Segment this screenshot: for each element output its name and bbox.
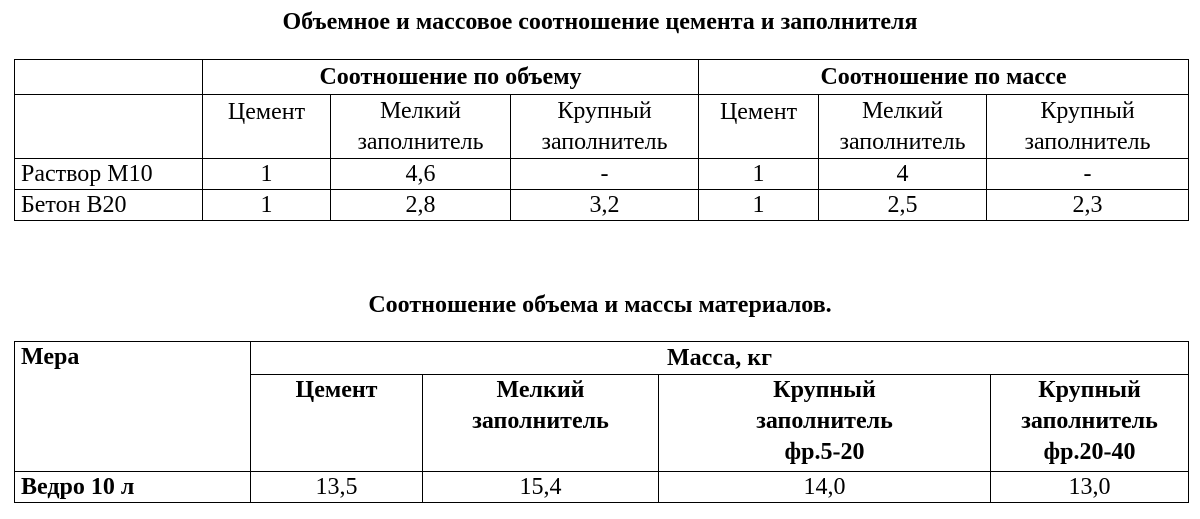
coarse-20-40-header: Крупный заполнитель фр.20-40 <box>991 375 1189 472</box>
table-header-row <box>15 342 1189 375</box>
cell: 15,4 <box>423 472 659 503</box>
cell: 4 <box>819 159 987 190</box>
empty-cell <box>15 95 203 159</box>
table-row <box>15 472 1189 503</box>
cell: 2,5 <box>819 190 987 221</box>
cell: 14,0 <box>659 472 991 503</box>
coarse-5-20-header: Крупный заполнитель фр.5-20 <box>659 375 991 472</box>
measure-header: Мера <box>15 342 251 472</box>
row-name: Ведро 10 л <box>15 472 251 503</box>
table1-title: Объемное и массовое соотношение цемента и заполнителя <box>282 9 918 35</box>
volume-fine-header: Мелкий заполнитель <box>331 95 511 159</box>
table-row <box>15 159 1189 190</box>
mass-fine-header: Мелкий заполнитель <box>819 95 987 159</box>
cell: 1 <box>699 190 819 221</box>
row-name: Раствор М10 <box>15 159 203 190</box>
cell: 3,2 <box>511 190 699 221</box>
cell: - <box>511 159 699 190</box>
ratio-table <box>14 59 1189 221</box>
volume-coarse-header: Крупный заполнитель <box>511 95 699 159</box>
cell: 13,0 <box>991 472 1189 503</box>
cement-header: Цемент <box>251 375 423 472</box>
volume-ratio-header: Соотношение по объему <box>203 60 699 95</box>
mass-table <box>14 341 1189 503</box>
cell: - <box>987 159 1189 190</box>
cell: 13,5 <box>251 472 423 503</box>
mass-header: Масса, кг <box>251 342 1189 375</box>
cell: 1 <box>203 190 331 221</box>
mass-ratio-header: Соотношение по массе <box>699 60 1189 95</box>
cell: 4,6 <box>331 159 511 190</box>
table-header-row <box>15 60 1189 95</box>
mass-coarse-header: Крупный заполнитель <box>987 95 1189 159</box>
cell: 2,3 <box>987 190 1189 221</box>
row-name: Бетон В20 <box>15 190 203 221</box>
table-subheader-row <box>15 95 1189 159</box>
corner-cell <box>15 60 203 95</box>
cell: 1 <box>203 159 331 190</box>
fine-header: Мелкий заполнитель <box>423 375 659 472</box>
table-row <box>15 190 1189 221</box>
mass-cement-header: Цемент <box>699 95 819 159</box>
cell: 2,8 <box>331 190 511 221</box>
table2-title: Соотношение объема и массы материалов. <box>368 292 832 318</box>
volume-cement-header: Цемент <box>203 95 331 159</box>
cell: 1 <box>699 159 819 190</box>
